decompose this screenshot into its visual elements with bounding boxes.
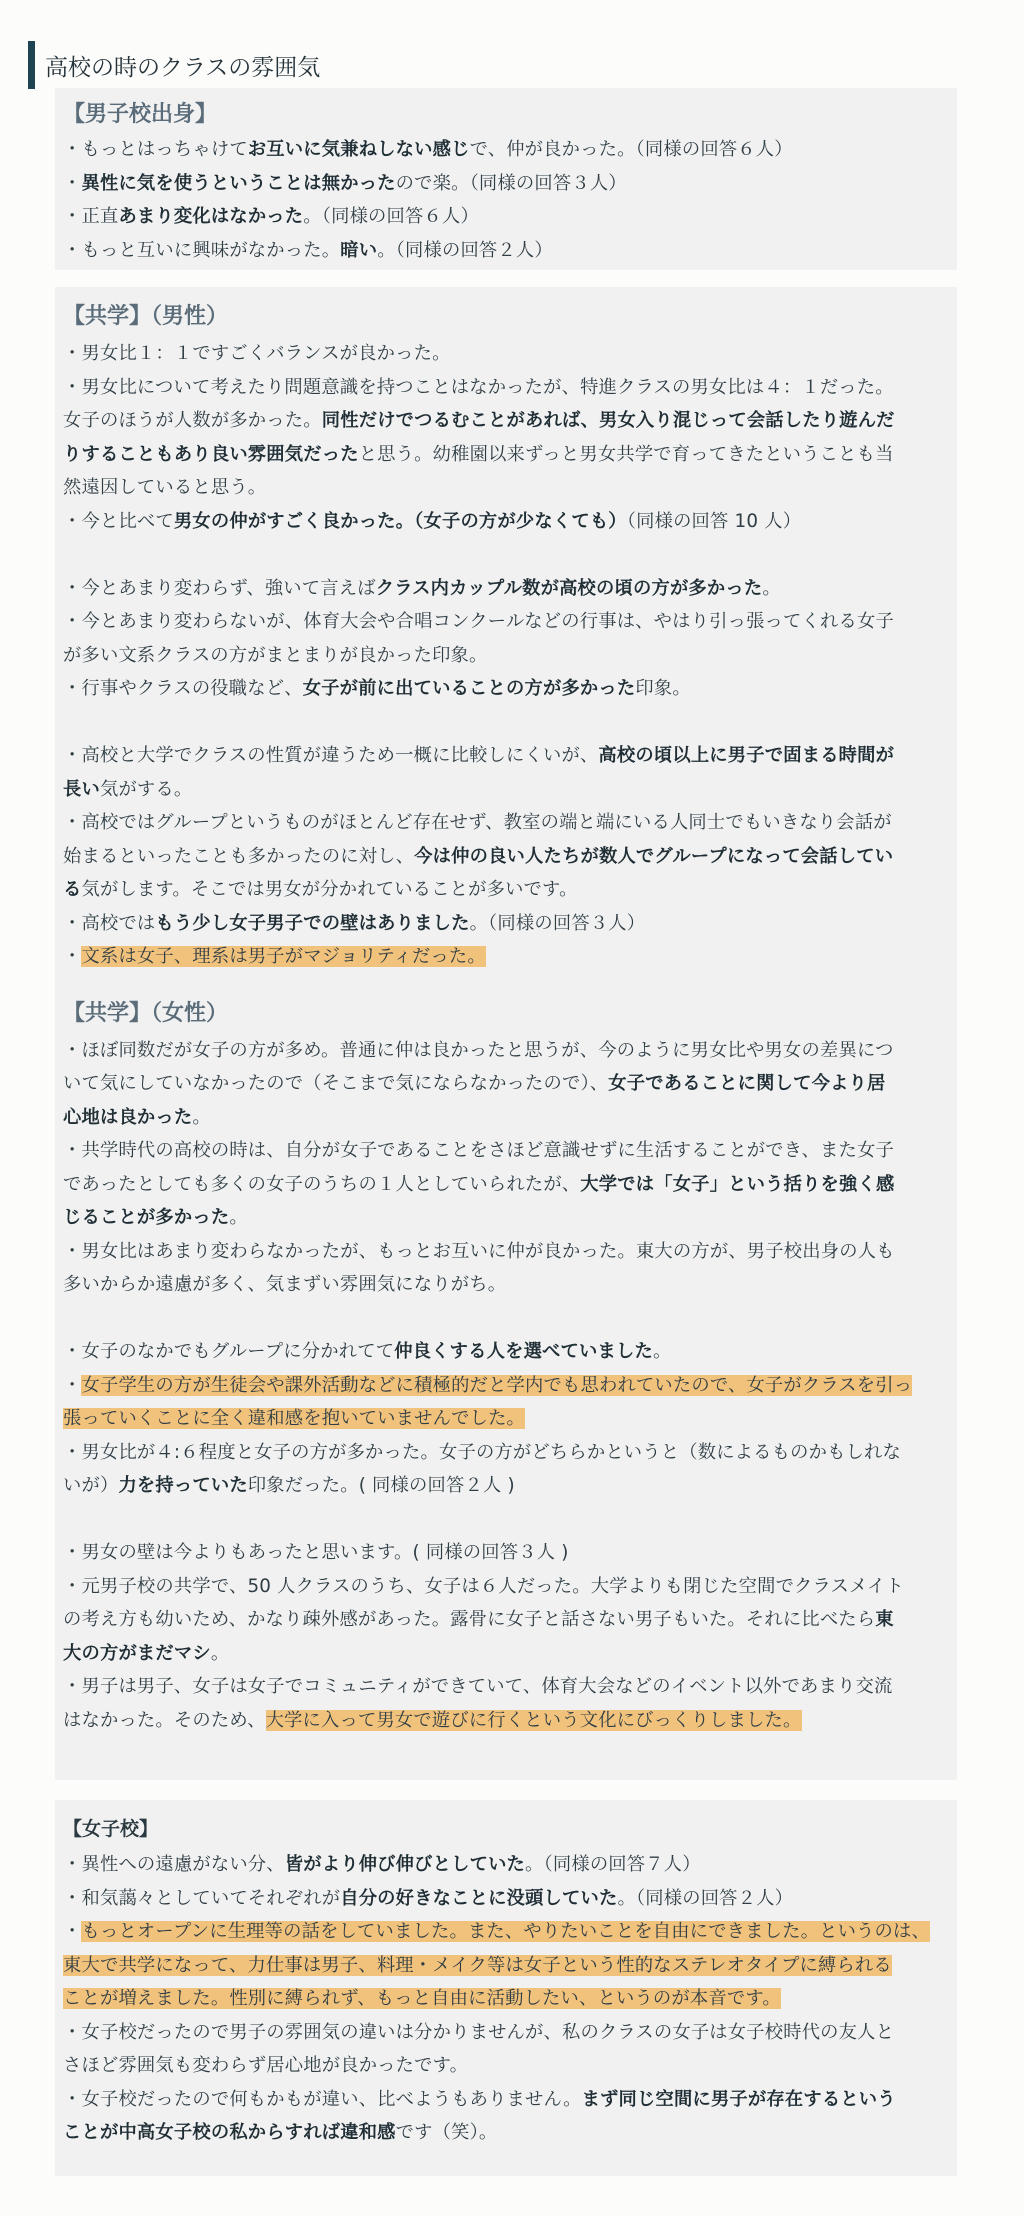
highlighted-text: 文系は女子、理系は男子がマジョリティだった。 [81,946,486,967]
text-line [63,438,957,472]
text-line [63,1369,957,1403]
blank-line [63,706,957,740]
text-segment: ・和気藹々としていてそれぞれが [63,1887,341,1909]
text-segment: であったとしても多くの女子のうちの１人としていられたが、 [63,1173,581,1195]
text-line [63,605,957,639]
text-segment: 。（同様の回答６人） [303,206,479,227]
text-line [63,639,957,673]
text-line [63,1134,957,1168]
bold-text: 今は仲の良い人たちが数人でグループになって会話してい [414,845,894,867]
text-segment: いが） [63,1475,119,1496]
text-line [63,773,957,807]
bold-text: 自分の好きなことに没頭していた [340,1887,618,1909]
text-segment: ・共学時代の高校の時は、自分が女子であることをさほど意識せずに生活することができ、また女子 [63,1140,894,1161]
text-line [63,1570,957,1604]
text-segment: ・ [63,1374,82,1396]
text-line [63,1882,957,1916]
text-segment: ・元男子校の共学で、50 人クラスのうち、女子は６人だった。大学よりも閉じた空間でクラスメイト [63,1575,905,1597]
text-segment: 女子のほうが人数が多かった。 [63,410,322,431]
text-segment: 印象だった。( 同様の回答２人 ) [247,1475,515,1496]
text-line [63,371,957,405]
page-title-row [28,42,320,88]
text-line [63,1335,957,1369]
text-line [63,404,957,438]
text-line [63,1848,957,1882]
bold-text: 東 [875,1609,894,1630]
text-segment: 。 [762,577,781,599]
highlighted-text: 大学に入って男女で遊びに行くという文化にびっくりしました。 [265,1709,802,1731]
text-segment: ・もっと互いに興味がなかった。 [63,239,341,261]
bold-text: 心地は良かった [63,1106,193,1128]
text-segment: 気がする。 [99,778,193,800]
text-line [63,840,957,874]
text-line [63,907,957,941]
highlighted-text: 張っていくことに全く違和感を抱いていませんでした。 [63,1408,526,1429]
section-body [63,1848,957,2150]
text-segment: 気がします。そこでは男女が分かれていることが多いです。 [81,879,578,900]
text-line [63,1915,957,1949]
section-body-coed-female [63,1034,957,1738]
page-title: 高校の時のクラスの雰囲気 [45,54,321,81]
bold-text: 暗い [340,239,378,261]
section-heading: 【共学】（男性） [63,304,229,329]
text-line [63,2083,957,2117]
text-segment: ・男女比１：１ですごくバランスが良かった。 [63,343,451,364]
title-accent-bar [28,41,35,89]
bold-text: 大学では「女子」という括りを強く感 [580,1173,895,1195]
text-line [63,1201,957,1235]
bold-text: もう少し女子男子での壁はありました [155,912,470,934]
text-line [63,2116,957,2150]
bold-text: 大の方がまだマシ [63,1642,211,1664]
text-segment: ・ほぼ同数だが女子の方が多め。普通に仲は良かったと思うが、今のように男女比や男女の差異につ [63,1039,894,1061]
blank-line [63,974,957,994]
text-line [63,1637,957,1671]
text-segment: （同様の回答 10 人） [626,510,802,532]
bold-text: 仲良くする人を選べていました [394,1341,653,1362]
text-line [63,873,957,907]
text-line [63,1469,957,1503]
text-segment: ・男子は男子、女子は女子でコミュニティができていて、体育大会などのイベント以外であまり交流 [63,1676,893,1697]
text-segment: ・女子校だったので男子の雰囲気の違いは分かりませんが、私のクラスの女子は女子校時代の友人と [63,2021,895,2043]
text-segment: ・ [63,1921,82,1942]
text-line [63,1034,957,1068]
bold-text: る [63,879,82,900]
text-segment: ・ [63,946,82,967]
text-line [63,1402,957,1436]
bold-text: 男女の仲がすごく良かった。（女子の方が少なくても） [173,510,627,532]
text-segment: ・女子のなかでもグループに分かれてて [63,1341,395,1362]
blank-line [63,538,957,572]
text-segment: 。 [192,1106,211,1128]
text-segment: ので楽。（同様の回答３人） [395,172,627,194]
bold-text: 長い [63,778,100,800]
text-segment: と思う。幼稚園以来ずっと男女共学で育ってきたということも当 [358,443,894,465]
text-line [63,1536,957,1570]
text-segment: ・高校ではグループというものがほとんど存在せず、教室の端と端にいる人同士でもいきなり会話が [63,812,892,833]
text-segment: ・男女比が４:６程度と女子の方が多かった。女子の方がどちらかというと（数によるものかもしれな [63,1441,902,1463]
text-line [63,1067,957,1101]
text-segment: 多いからか遠慮が多く、気まずい雰囲気になりがち。 [63,1274,507,1295]
text-segment: で、仲が良かった。（同様の回答６人） [469,139,793,160]
text-line [63,505,957,539]
text-segment: ・男女比について考えたり問題意識を持つことはなかったが、特進クラスの男女比は４：１だった。 [63,376,894,398]
section-body [63,133,957,267]
highlighted-text: 女子学生の方が生徒会や課外活動などに積極的だと学内でも思われていたので、女子がクラスを引っ [81,1374,913,1396]
text-segment: 。 [210,1642,230,1664]
text-line [63,234,957,268]
text-segment: 印象。 [635,678,691,699]
bold-text: クラス内カップル数が高校の頃の方が多かった [375,577,763,599]
text-segment: ・高校では [63,912,156,934]
text-line [63,739,957,773]
bold-text: りすることもあり良い雰囲気だった [63,443,359,465]
bold-text: 異性に気を使うということは無かった [81,172,396,194]
text-line [63,1436,957,1470]
text-line [63,1704,957,1738]
text-line [63,1670,957,1704]
text-segment: 。 [652,1341,672,1362]
text-segment: が多い文系クラスの方がまとまりが良かった印象。 [63,644,488,666]
text-segment: 。（同様の回答３人） [469,912,646,934]
highlighted-text: ことが増えました。性別に縛られず、もっと自由に活動したい、というのが本音です。 [63,1988,781,2009]
text-segment: ・今とあまり変わらず、強いて言えば [63,577,376,599]
text-segment: ・今と比べて [63,510,174,532]
bold-text: お互いに気兼ねしない感じ [247,139,470,160]
bold-text: 同性だけでつるむことがあれば、男女入り混じって会話したり遊んだ [321,410,895,431]
blank-line [63,1302,957,1336]
text-segment: ・男女の壁は今よりもあったと思います。( 同様の回答３人 ) [63,1542,569,1563]
bold-text: 高校の頃以上に男子で固まる時間が [598,745,895,766]
text-segment: はなかった。そのため、 [63,1709,266,1731]
section-heading: 【女子校】 [63,1818,159,1840]
text-line [63,337,957,371]
text-segment: 。（同様の回答７人） [525,1854,701,1875]
text-segment: ・高校と大学でクラスの性質が違うため一概に比較しにくいが、 [63,745,599,766]
text-line [63,806,957,840]
text-line [63,1603,957,1637]
text-line [63,200,957,234]
text-segment: 。 [229,1207,248,1228]
text-segment: の考え方も幼いため、かなり疎外感があった。露骨に女子と話さない男子もいた。それに比べたら [63,1609,876,1630]
text-line [63,471,957,505]
text-segment: ・ [63,172,82,194]
text-line [63,167,957,201]
text-line [63,1168,957,1202]
text-segment: ・行事やクラスの役職など、 [63,678,303,699]
text-segment: ・女子校だったので何もかもが違い、比べようもありません。 [63,2088,582,2110]
section-heading: 【男子校出身】 [63,102,218,127]
text-segment: さほど雰囲気も変わらず居心地が良かったです。 [63,2055,469,2076]
section-girls-school [55,1800,957,2176]
text-segment: ・異性への遠慮がない分、 [63,1854,285,1875]
text-segment: ・今とあまり変わらないが、体育大会や合唱コンクールなどの行事は、やはり引っ張ってくれる女子 [63,611,894,632]
text-segment: ・正直 [63,206,119,227]
text-segment: です（笑）。 [395,2122,498,2143]
text-line [63,133,957,167]
blank-line [63,1503,957,1537]
text-line [63,1235,957,1269]
bold-text: 女子であることに関して今より居 [608,1073,886,1094]
text-line [63,572,957,606]
text-line [63,672,957,706]
text-segment: ・もっとはっちゃけて [63,139,248,160]
text-line [63,1982,957,2016]
section-heading: 【共学】（女性） [63,1000,229,1026]
text-line [63,1949,957,1983]
bold-text: じることが多かった [63,1207,230,1228]
bold-text: まず同じ空間に男子が存在するという [581,2088,896,2110]
section-body [63,337,957,1737]
section-boys-school [55,88,957,270]
text-segment: 始まるといったことも多かったのに対し、 [63,845,415,867]
section-coed-male [55,287,957,1780]
bold-text: 女子が前に出ていることの方が多かった [302,678,636,699]
text-segment: 。（同様の回答２人） [617,1887,794,1909]
highlighted-text: もっとオープンに生理等の話をしていました。また、やりたいことを自由にできました。というのは、 [81,1921,930,1942]
bold-text: 皆がより伸び伸びとしていた [284,1854,526,1875]
text-segment: 。（同様の回答２人） [377,239,553,261]
bold-text: ことが中高女子校の私からすれば違和感 [63,2122,396,2143]
text-segment: 然遠因していると思う。 [63,477,267,498]
bold-text: あまり変化はなかった [118,206,304,227]
text-line [63,1101,957,1135]
text-line [63,2016,957,2050]
text-segment: いて気にしていなかったので（そこまで気にならなかったので）、 [63,1073,609,1094]
text-line [63,1268,957,1302]
text-line [63,2049,957,2083]
text-line [63,940,957,974]
text-segment: ・男女比はあまり変わらなかったが、もっとお互いに仲が良かった。東大の方が、男子校出身の人も [63,1240,895,1262]
bold-text: 力を持っていた [118,1475,248,1496]
highlighted-text: 東大で共学になって、力仕事は男子、料理・メイク等は女子という性的なステレオタイプに縛られる [63,1954,892,1976]
